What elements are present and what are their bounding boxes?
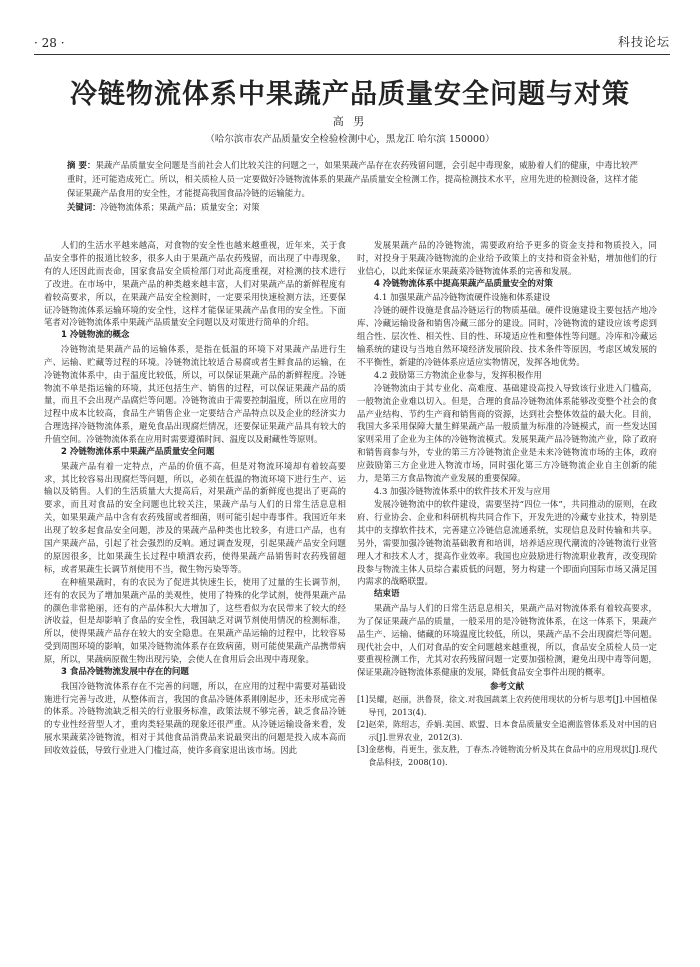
right-column xyxy=(357,239,657,769)
abstract xyxy=(67,158,638,214)
paper-title: 冷链物流体系中果蔬产品质量安全问题与对策 xyxy=(70,79,630,110)
paragraph-4-3: 发展冷链物流中的软件建设，需要坚持“四位一体”，共同推动的原则，在政府、行业协会、企业和科研机构共同合作下，开发先进的冷藏专业技术，特别是其中的支撑软件技术，完善建立冷链信息流通系统，实现信息及时传输和共享。另外，需要加强冷链物流基础教育和培训，培养适应现代潮流的冷链物流行业管理人才和技术人才，提高作业效率。我国也应鼓励进行物流职业教育，改变现阶段参与物流主体人员综合素质低的问题，努力构建一个即面向国际市场又满足国内需求的战略联盟。 xyxy=(357,499,657,587)
references-heading: 参考文献 xyxy=(489,682,524,693)
section-heading-2: 2 冷链物流体系中果蔬产品质量安全问题 xyxy=(61,447,215,458)
paragraph-4-2: 冷链物流由于其专业化、高难度、基础建设高投入导致该行业进入门槛高，一般物流企业难以切入。但是，合理的食品冷链物流体系能够改变整个社会的食品产业结构、节约生产商和销售商的资源，达到社会整体效益的最大化。目前，我国大多采用保障大量生鲜果蔬产品一般质量为标准的冷链模式，而一些发达国家则采用了企业为主体的冷链物流模式。发展果蔬产品冷链物流产业，除了政府和销售商参与外，专业的第三方冷链物流企业是未来冷链物流市场的主体，政府应鼓励第三方企业进入物流市场，同时强化第三方冷链物流企业自主创新的能力，是第三方食品物流产业发展的重要保障。 xyxy=(357,382,657,484)
journal-section: 科技论坛 xyxy=(617,35,670,49)
affiliation: （哈尔滨市农产品质量安全检验检测中心，黑龙江 哈尔滨 150000） xyxy=(205,134,495,145)
author: 高 男 xyxy=(332,115,368,128)
abstract-label: 摘 要： xyxy=(67,160,96,170)
keywords xyxy=(67,200,638,214)
keywords-text: 冷链物流体系；果蔬产品；质量安全；对策 xyxy=(100,202,260,212)
reference-item: [1]吴耀，赵丽，洪鲁贤，徐文.对我国蔬菜上农药使用现状的分析与思考[J].中国植保导刊，2013(4). xyxy=(357,695,657,717)
abstract-text: 果蔬产品质量安全问题是当前社会人们比较关注的问题之一，如果果蔬产品存在农药残留问题，会引起中毒现象，威胁着人们的健康，中毒比较严重时，还可能造成死亡。所以，相关质检人员一定要做好冷链物流体系的果蔬产品质量安全检测工作，提高检测技术水平，应用先进的检测设备，这样才能保证果蔬产品食用的安全性，才能提高我国食品冷链的运输能力。 xyxy=(67,160,639,198)
section-heading-3: 3 食品冷链物流发展中存在的问题 xyxy=(61,667,189,678)
intro-paragraph: 人们的生活水平越来越高，对食物的安全性也越来越重视，近年来，关于食品安全事件的报道比较多，很多人由于果蔬产品农药残留，而出现了中毒现象，有的人还因此而丧命，国家食品安全质检部门对此高度重视，对检测的技术进行了改进。在市场中，果蔬产品的种类越来越丰富，人们对果蔬产品的新鲜程度有着较高要求，所以，在果蔬产品安全检测时，一定要采用快速检测方法，还要保证冷链物流体系运输环境的安全性，这样才能保证果蔬产品食用的安全性。下面笔者对冷链物流体系中果蔬产品质量安全问题以及对策进行简单的介绍。 xyxy=(44,240,346,328)
paragraph-s3: 我国冷链物流体系存在不完善的问题，所以，在应用的过程中需要对基础设施进行完善与改进，从整体而言，我国的食品冷链体系刚刚起步，还未形成完善的体系。冷链物流缺乏相关的行业服务标准，政策法规不够完善，缺乏食品冷链的专业性经营型人才，重肉类轻果蔬的现象还很严重。从冷链运输设备来看，发展水果蔬菜冷链物流，相对于其他食品消费品来说最突出的问题是投入成本高而回收效益低，导致行业进入门槛过高，使许多商家退出该市场。因此 xyxy=(44,680,346,756)
reference-item: [3]金慈梅，肖更生，张友胜，丁春杰.冷链物流分析及其在食品中的应用现状[J].现代食品科技，2008(10). xyxy=(357,745,657,767)
paragraph-s2b: 在种植果蔬时，有的农民为了促进其快速生长，使用了过量的生长调节剂，还有的农民为了增加果蔬产品的美观性，使用了特殊的化学试剂，使得果蔬产品的颜色非常艳丽，还有的产品体积大大增加了，这些看似为农民带来了较大的经济收益，但是却影响了食品的安全性，我国缺乏对调节剂使用情况的检测标准，所以，使得果蔬产品存在较大的安全隐患。在果蔬产品运输的过程中，比较容易受到周围环境的影响，如果冷链物流体系存在致病菌，则可能使果蔬产品携带病原，所以，果蔬病原微生物出现污染，会使人在食用后会出现中毒现象。 xyxy=(44,576,346,665)
paragraph-4-1: 冷链的硬件设施是食品冷链运行的物质基础。硬件设施建设主要包括产地冷库、冷藏运输设备和销售冷藏三部分的建设。同时，冷链物流的建设应该考虑到组合性、层次性、相关性、目的性、环境适应性和整体性等问题。冷库和冷藏运输系统的建设与当地自然环境经济发展阶段、技术条件等原因，考虑区域发展的不平衡性，新建的冷链体系应适应实物情况，发挥各地优势。 xyxy=(357,305,657,367)
conclusion-heading: 结束语 xyxy=(374,589,400,600)
conclusion-paragraph: 果蔬产品与人们的日常生活息息相关，果蔬产品对物流体系有着较高要求，为了保证果蔬产品的质量，一般采用的是冷链物流体系，在这一体系下，果蔬产品生产、运输、储藏的环境温度比较低，所以，果蔬产品不会出现腐烂等问题。现代社会中，人们对食品的安全问题越来越重视，所以，食品安全质检人员一定要重视检测工作，尤其对农药残留问题一定要加强检测，避免出现中毒等问题，保证果蔬冷链物流体系健康的发展，降低食品安全事件出现的概率。 xyxy=(357,602,657,678)
section-heading-4: 4 冷链物流体系中提高果蔬产品质量安全的对策 xyxy=(374,278,553,289)
subsection-heading-4-3: 4.3 加强冷链物流体系中的软件技术开发与应用 xyxy=(373,486,551,496)
section-heading-1: 1 冷链物流的概念 xyxy=(61,330,130,341)
subsection-heading-4-1: 4.1 加强果蔬产品冷链物流硬件设施和体系建设 xyxy=(373,292,551,303)
subsection-heading-4-2: 4.2 鼓励第三方物流企业参与，发挥积极作用 xyxy=(373,369,542,380)
running-header xyxy=(34,30,670,55)
keywords-label: 关键词： xyxy=(67,202,101,212)
abstract-body xyxy=(67,158,638,200)
paragraph-s1: 冷链物流是果蔬产品的运输体系，是指在低温的环境下对果蔬产品进行生产、运输、贮藏等过程的环境。冷链物流比较适合易腐或者生鲜食品的运输，在冷链物流体系中，由于温度比较低，所以，可以保证果蔬产品的新鲜程度。冷链物流不单是指运输的环境，其还包括生产、销售的过程，可以保证果蔬产品的质量，而且不会出现产品腐烂等问题。冷链物流由于需要控制温度，所以在应用的过程中成本比较高，食品生产销售企业一定要结合产品特点以及企业的经济实力合理选择冷链物流体系，避免食品出现腐烂情况，还要保证果蔬产品具有较大的升值空间。冷链物流体系在应用时需要遵循时间、温度以及耐藏性等原则。 xyxy=(44,343,346,445)
page-number: · 28 · xyxy=(34,36,65,50)
left-column xyxy=(44,239,346,757)
reference-item: [2]赵荣，陈绍志，乔娟.美国、欧盟、日本食品质量安全追溯监管体系及对中国的启示[J].世界农业，2012(3). xyxy=(357,720,657,742)
paragraph-continued: 发展果蔬产品的冷链物流，需要政府给予更多的资金支持和物质投入，同时，对投身于果蔬冷链物流的企业给予政策上的支持和资金补贴，增加他们的行业信心，以此来保证水果蔬菜冷链物流体系的完善和发展。 xyxy=(357,240,657,276)
paragraph-s2a: 果蔬产品有着一定特点，产品的价值不高，但是对物流环境却有着较高要求，其比较容易出现腐烂等问题，所以，必须在低温的物流环境下进行生产、运输以及销售。人们的生活质量大大提高后，对果蔬产品的新鲜度也提出了更高的要求，而且对食品的安全问题也比较关注，果蔬产品与人们的日常生活息息相关，如果果蔬产品中含有农药残留或者细菌，则可能引起中毒事件。我国近年来出现了较多起食品安全问题，涉及的果蔬产品种类也比较多，有进口产品，也有国产果蔬产品，引起了社会强烈的反响。通过调查发现，引起果蔬产品安全问题的原因很多，比如果蔬生长过程中喷洒农药，使得果蔬产品销售时农药残留超标，或者果蔬生长调节剂使用不当，微生物污染等等。 xyxy=(44,460,346,574)
